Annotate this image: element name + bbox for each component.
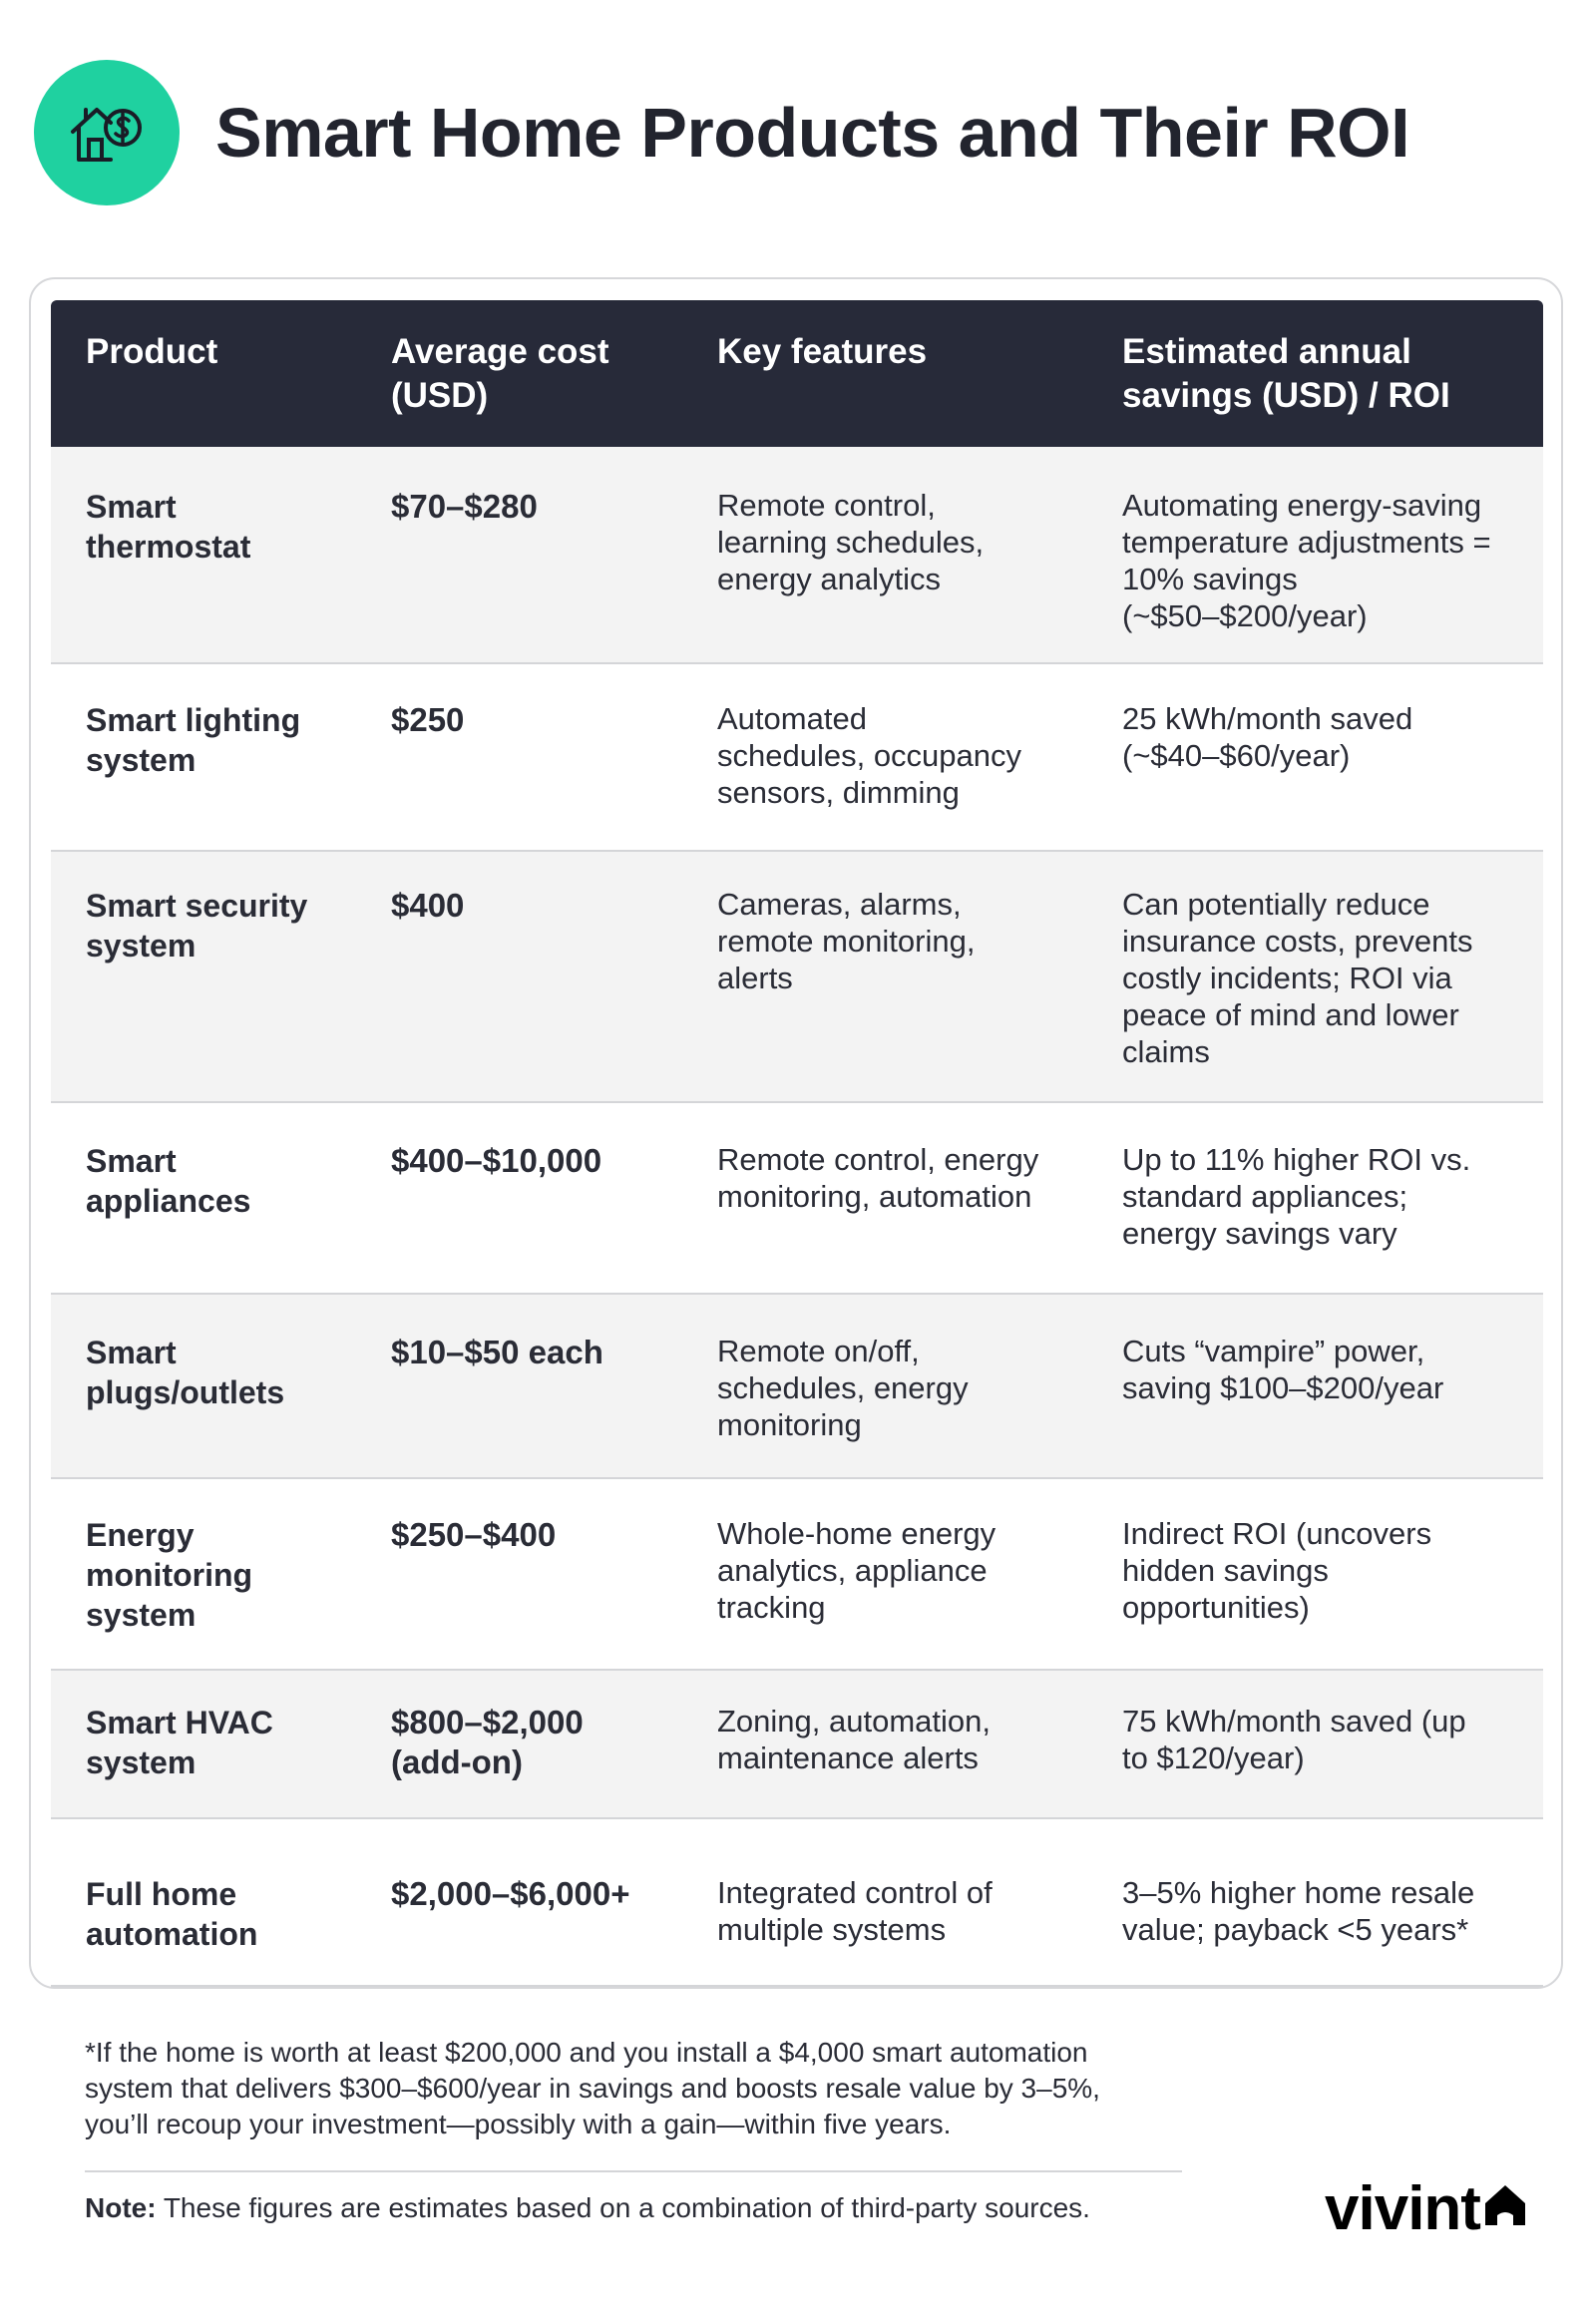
brand-logo (1325, 2174, 1528, 2244)
brand-wordmark: vivint (1325, 2174, 1480, 2243)
cell-estimated-savings: 75 kWh/month saved (up to $120/year) (1122, 1704, 1466, 1775)
table-row (51, 1295, 1543, 1479)
cell-average-cost: $400–$10,000 (391, 1142, 602, 1179)
table-row (51, 1819, 1543, 1987)
page-header (34, 60, 1409, 205)
cell-product: Smart appliances (86, 1143, 251, 1219)
cell-estimated-savings: 3–5% higher home resale value; payback <5 years* (1122, 1875, 1475, 1947)
header-product: Product (86, 332, 218, 371)
cell-product: Smart security system (86, 888, 308, 964)
cell-key-features: Whole-home energy analytics, appliance tracking (717, 1516, 997, 1625)
header-estimated-savings: Estimated annual savings (USD) / ROI (1122, 332, 1450, 415)
cell-estimated-savings: Cuts “vampire” power, saving $100–$200/year (1122, 1334, 1444, 1405)
roi-table-card (29, 277, 1563, 1989)
table-row (51, 1671, 1543, 1819)
cell-estimated-savings: 25 kWh/month saved (~$40–$60/year) (1122, 701, 1413, 773)
cell-product: Smart HVAC system (86, 1705, 273, 1780)
header-key-features: Key features (717, 332, 928, 371)
cell-average-cost: $70–$280 (391, 488, 538, 525)
cell-product: Energy monitoring system (86, 1517, 253, 1633)
table-row (51, 447, 1543, 664)
cell-average-cost: $250–$400 (391, 1516, 557, 1553)
table-row (51, 664, 1543, 852)
cell-estimated-savings: Indirect ROI (uncovers hidden savings opportunities) (1122, 1516, 1432, 1625)
table-row (51, 1479, 1543, 1671)
cell-key-features: Remote control, learning schedules, energy analytics (717, 488, 985, 596)
table-row (51, 852, 1543, 1103)
cell-average-cost: $800–$2,000 (add-on) (391, 1704, 584, 1780)
cell-product: Smart thermostat (86, 489, 251, 565)
cell-average-cost: $2,000–$6,000+ (391, 1875, 630, 1912)
cell-estimated-savings: Can potentially reduce insurance costs, prevents costly incidents; ROI via peace of mind and lower claims (1122, 887, 1473, 1069)
house-dollar-icon (34, 60, 180, 205)
footnote: *If the home is worth at least $200,000 and you install a $4,000 smart automation system that delivers $300–$600/year in savings and boosts resale value by 3–5%, you’ll recoup your investment—possibly with a gain—within five years. (85, 2037, 1100, 2139)
cell-key-features: Automated schedules, occupancy sensors, dimming (717, 701, 1022, 810)
cell-key-features: Remote on/off, schedules, energy monitoring (717, 1334, 969, 1442)
note-label: Note: (85, 2192, 157, 2223)
cell-estimated-savings: Automating energy-saving temperature adjustments = 10% savings (~$50–$200/year) (1122, 488, 1491, 633)
sources-note (85, 2190, 1090, 2226)
note-text: These figures are estimates based on a combination of third-party sources. (156, 2192, 1090, 2223)
house-roof-icon (1480, 2181, 1528, 2244)
table-row (51, 1103, 1543, 1295)
cell-key-features: Integrated control of multiple systems (717, 1875, 993, 1947)
cell-key-features: Zoning, automation, maintenance alerts (717, 1704, 992, 1775)
cell-product: Full home automation (86, 1876, 258, 1952)
table-body (51, 447, 1543, 1987)
cell-key-features: Remote control, energy monitoring, automation (717, 1142, 1039, 1214)
cell-key-features: Cameras, alarms, remote monitoring, alerts (717, 887, 976, 995)
cell-average-cost: $10–$50 each (391, 1334, 603, 1370)
cell-estimated-savings: Up to 11% higher ROI vs. standard appliances; energy savings vary (1122, 1142, 1471, 1251)
table-header (51, 300, 1543, 447)
cell-product: Smart lighting system (86, 702, 301, 778)
divider (85, 2170, 1182, 2172)
cell-average-cost: $400 (391, 887, 465, 924)
cell-product: Smart plugs/outlets (86, 1335, 285, 1410)
header-average-cost: Average cost (USD) (391, 332, 609, 415)
cell-average-cost: $250 (391, 701, 465, 738)
roi-table (51, 300, 1543, 1987)
page-title: Smart Home Products and Their ROI (215, 94, 1410, 172)
